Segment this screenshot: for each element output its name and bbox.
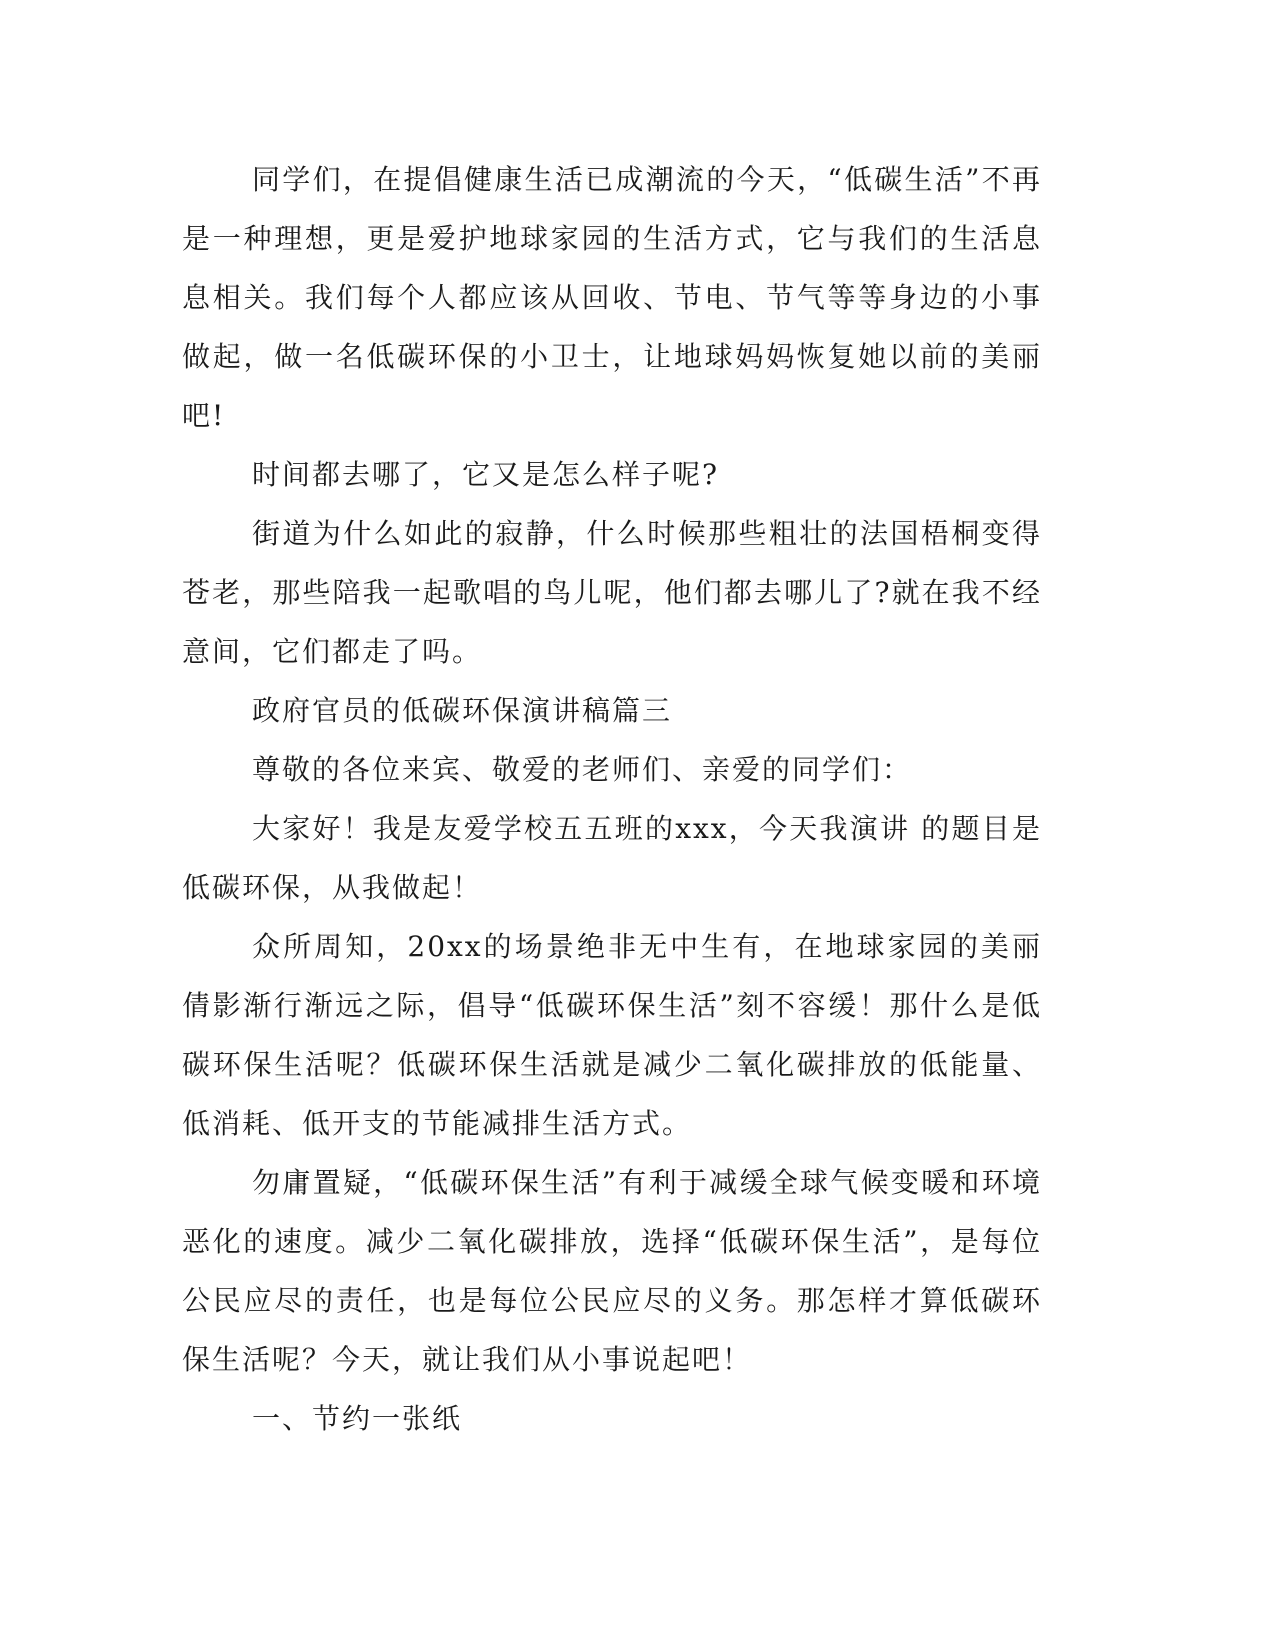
paragraph-greeting: 大家好！我是友爱学校五五班的xxx，今天我演讲 的题目是低碳环保，从我做起！ [182,812,1042,904]
salutation: 尊敬的各位来宾、敬爱的老师们、亲爱的同学们： [252,753,913,786]
paragraph-definition: 众所周知，20xx的场景绝非无中生有，在地球家园的美丽倩影渐行渐远之际，倡导“低碳环保生活”刻不容缓！那什么是低碳环保生活呢？低碳环保生活就是减少二氧化碳排放的低能量、低消耗、低开支的节能减排生活方式。 [182,930,1042,1140]
paragraph-low-carbon-life: 同学们，在提倡健康生活已成潮流的今天，“低碳生活”不再是一种理想，更是爱护地球家园的生活方式，它与我们的生活息息相关。我们每个人都应该从回收、节电、节气等等身边的小事做起，做一名低碳环保的小卫士，让地球妈妈恢复她以前的美丽吧! [182,163,1042,432]
document-body [182,150,1042,1448]
list-item-save-paper: 一、节约一张纸 [252,1402,463,1435]
paragraph-where-time-went: 时间都去哪了，它又是怎么样子呢? [252,458,720,491]
paragraph-responsibility: 勿庸置疑，“低碳环保生活”有利于减缓全球气候变暖和环境恶化的速度。减少二氧化碳排放，选择“低碳环保生活”，是每位公民应尽的责任，也是每位公民应尽的义务。那怎样才算低碳环保生活呢？今天，就让我们从小事说起吧！ [182,1166,1042,1376]
section-heading: 政府官员的低碳环保演讲稿篇三 [252,694,673,727]
paragraph-quiet-street: 街道为什么如此的寂静，什么时候那些粗壮的法国梧桐变得苍老，那些陪我一起歌唱的鸟儿呢，他们都去哪儿了?就在我不经意间，它们都走了吗。 [182,517,1042,668]
